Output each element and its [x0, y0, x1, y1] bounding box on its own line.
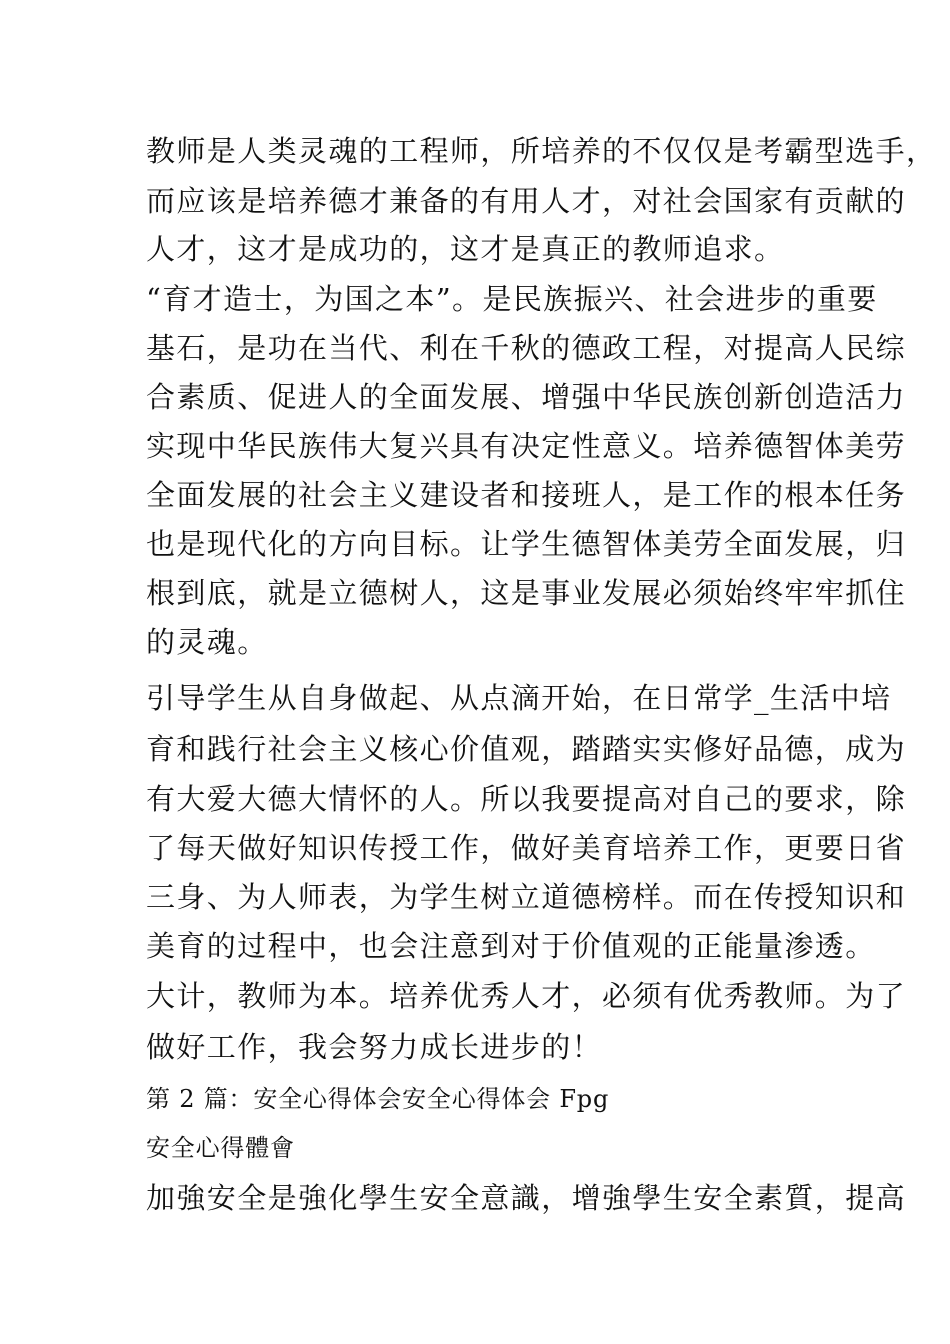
text-line: 有大爱大德大情怀的人。所以我要提高对自己的要求，除 [146, 782, 907, 816]
text-line: 三身、为人师表，为学生树立道德榜样。而在传授知识和 [146, 880, 907, 914]
text-line: 基石，是功在当代、利在千秋的德政工程，对提高人民综 [146, 331, 907, 365]
section-title: 安全心得體會 [146, 1134, 295, 1162]
text-line: 育和践行社会主义核心价值观，踏踏实实修好品德，成为 [146, 732, 907, 766]
text-line: 美育的过程中，也会注意到对于价值观的正能量渗透。 [146, 929, 876, 963]
text-line: 的灵魂。 [146, 625, 268, 659]
text-line: 了每天做好知识传授工作，做好美育培养工作，更要日省 [146, 831, 907, 865]
text-line: 全面发展的社会主义建设者和接班人，是工作的根本任务 [146, 478, 907, 512]
text-line: 人才，这才是成功的，这才是真正的教师追求。 [146, 232, 785, 266]
text-line: “育才造士，为国之本”。是民族振兴、社会进步的重要 [146, 282, 878, 316]
text-line: 合素质、促进人的全面发展、增强中华民族创新创造活力 [146, 380, 907, 414]
text-line: 而应该是培养德才兼备的有用人才，对社会国家有贡献的 [146, 184, 907, 218]
text-line: 实现中华民族伟大复兴具有决定性意义。培养德智体美劳 [146, 429, 907, 463]
text-line: 根到底，就是立德树人，这是事业发展必须始终牢牢抓住 [146, 576, 907, 610]
text-line: 也是现代化的方向目标。让学生德智体美劳全面发展，归 [146, 527, 907, 561]
text-line: 加強安全是強化學生安全意識，增強學生安全素質，提高 [146, 1181, 907, 1215]
text-line: 教师是人类灵魂的工程师，所培养的不仅仅是考霸型选手， [146, 134, 937, 168]
text-line: 引导学生从自身做起、从点滴开始，在日常学_生活中培 [146, 681, 892, 715]
section-heading: 第 2 篇：安全心得体会安全心得体会 Fpg [146, 1085, 610, 1113]
text-line: 大计，教师为本。培养优秀人才，必须有优秀教师。为了 [146, 979, 907, 1013]
text-line: 做好工作，我会努力成长进步的！ [146, 1030, 603, 1064]
